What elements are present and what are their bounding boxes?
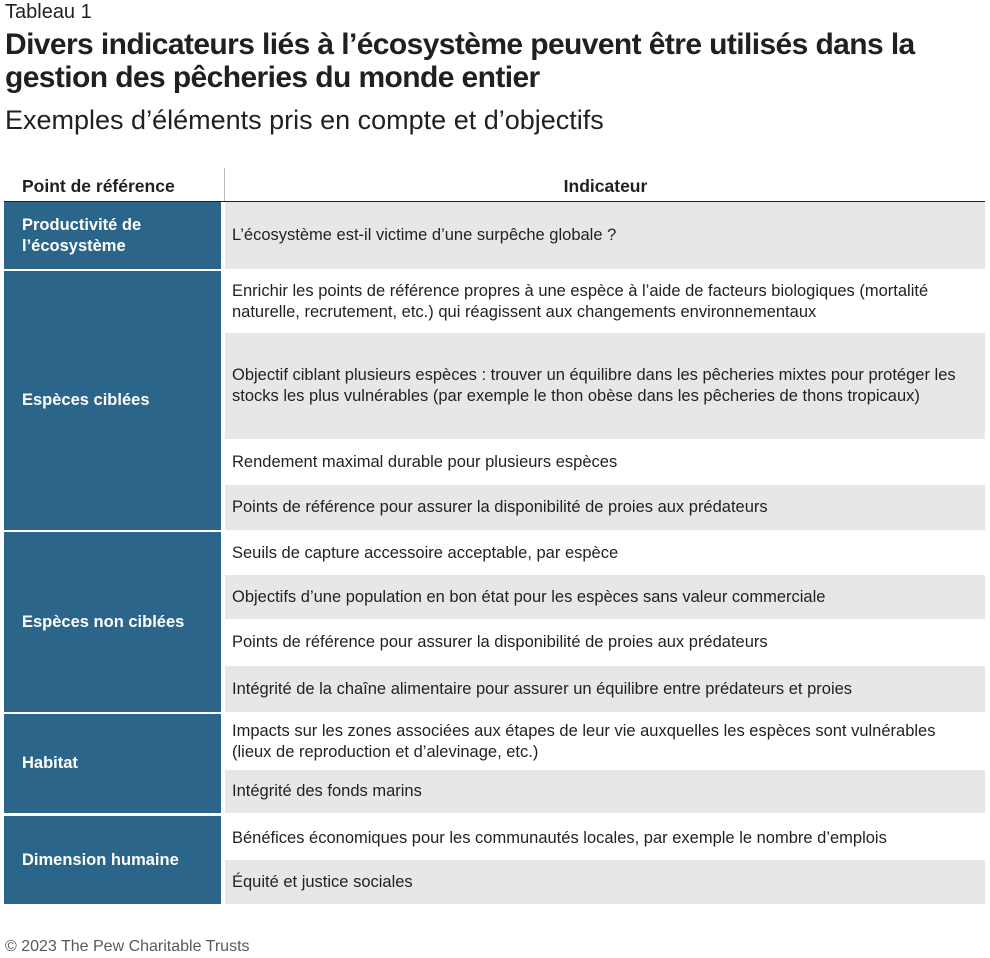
- table-group-non-target-species: [4, 532, 985, 712]
- category-cell: Habitat: [4, 714, 221, 813]
- table-row: Points de référence pour assurer la disponibilité de proies aux prédateurs: [225, 619, 985, 666]
- page-subtitle: Exemples d’éléments pris en compte et d’objectifs: [5, 105, 604, 135]
- category-cell: Espèces ciblées: [4, 271, 221, 530]
- table-row: L’écosystème est-il victime d’une surpêche globale ?: [225, 202, 985, 269]
- table-row: Enrichir les points de référence propres à une espèce à l’aide de facteurs biologiques (mortalité naturelle, recrutement, etc.) qui réagissent aux changements environnementaux: [225, 271, 985, 333]
- table-row: Seuils de capture accessoire acceptable, par espèce: [225, 532, 985, 575]
- table-label: Tableau 1: [5, 1, 92, 23]
- table-row: Intégrité de la chaîne alimentaire pour assurer un équilibre entre prédateurs et proies: [225, 666, 985, 712]
- category-cell: Espèces non ciblées: [4, 532, 221, 712]
- table-group-target-species: [4, 271, 985, 530]
- table-row: Intégrité des fonds marins: [225, 770, 985, 813]
- page-title: Divers indicateurs liés à l’écosystème peuvent être utilisés dans la gestion des pêcheries du monde entier: [5, 28, 915, 94]
- table-row: Équité et justice sociales: [225, 860, 985, 904]
- table-group-habitat: [4, 714, 985, 813]
- table-row: Points de référence pour assurer la disponibilité de proies aux prédateurs: [225, 485, 985, 530]
- indicators-table: [4, 168, 985, 891]
- header-indicator: Indicateur: [224, 168, 986, 201]
- table-group-ecosystem-productivity: [4, 202, 985, 269]
- table-group-human-dimension: [4, 816, 985, 904]
- category-cell: Dimension humaine: [4, 816, 221, 904]
- table-row: Objectif ciblant plusieurs espèces : trouver un équilibre dans les pêcheries mixtes pour protéger les stocks les plus vulnérables (par exemple le thon obèse dans les pêcheries de thons tropicaux): [225, 333, 985, 439]
- header-reference-point: Point de référence: [22, 176, 175, 196]
- table-header: [4, 168, 985, 202]
- table-row: Objectifs d’une population en bon état pour les espèces sans valeur commerciale: [225, 575, 985, 619]
- copyright-footer: © 2023 The Pew Charitable Trusts: [5, 938, 250, 955]
- category-cell: Productivité de l’écosystème: [4, 202, 221, 269]
- table-row: Bénéfices économiques pour les communautés locales, par exemple le nombre d’emplois: [225, 816, 985, 860]
- table-row: Rendement maximal durable pour plusieurs espèces: [225, 439, 985, 485]
- table-row: Impacts sur les zones associées aux étapes de leur vie auxquelles les espèces sont vulnérables (lieux de reproduction et d’alevinage, etc.): [225, 714, 985, 770]
